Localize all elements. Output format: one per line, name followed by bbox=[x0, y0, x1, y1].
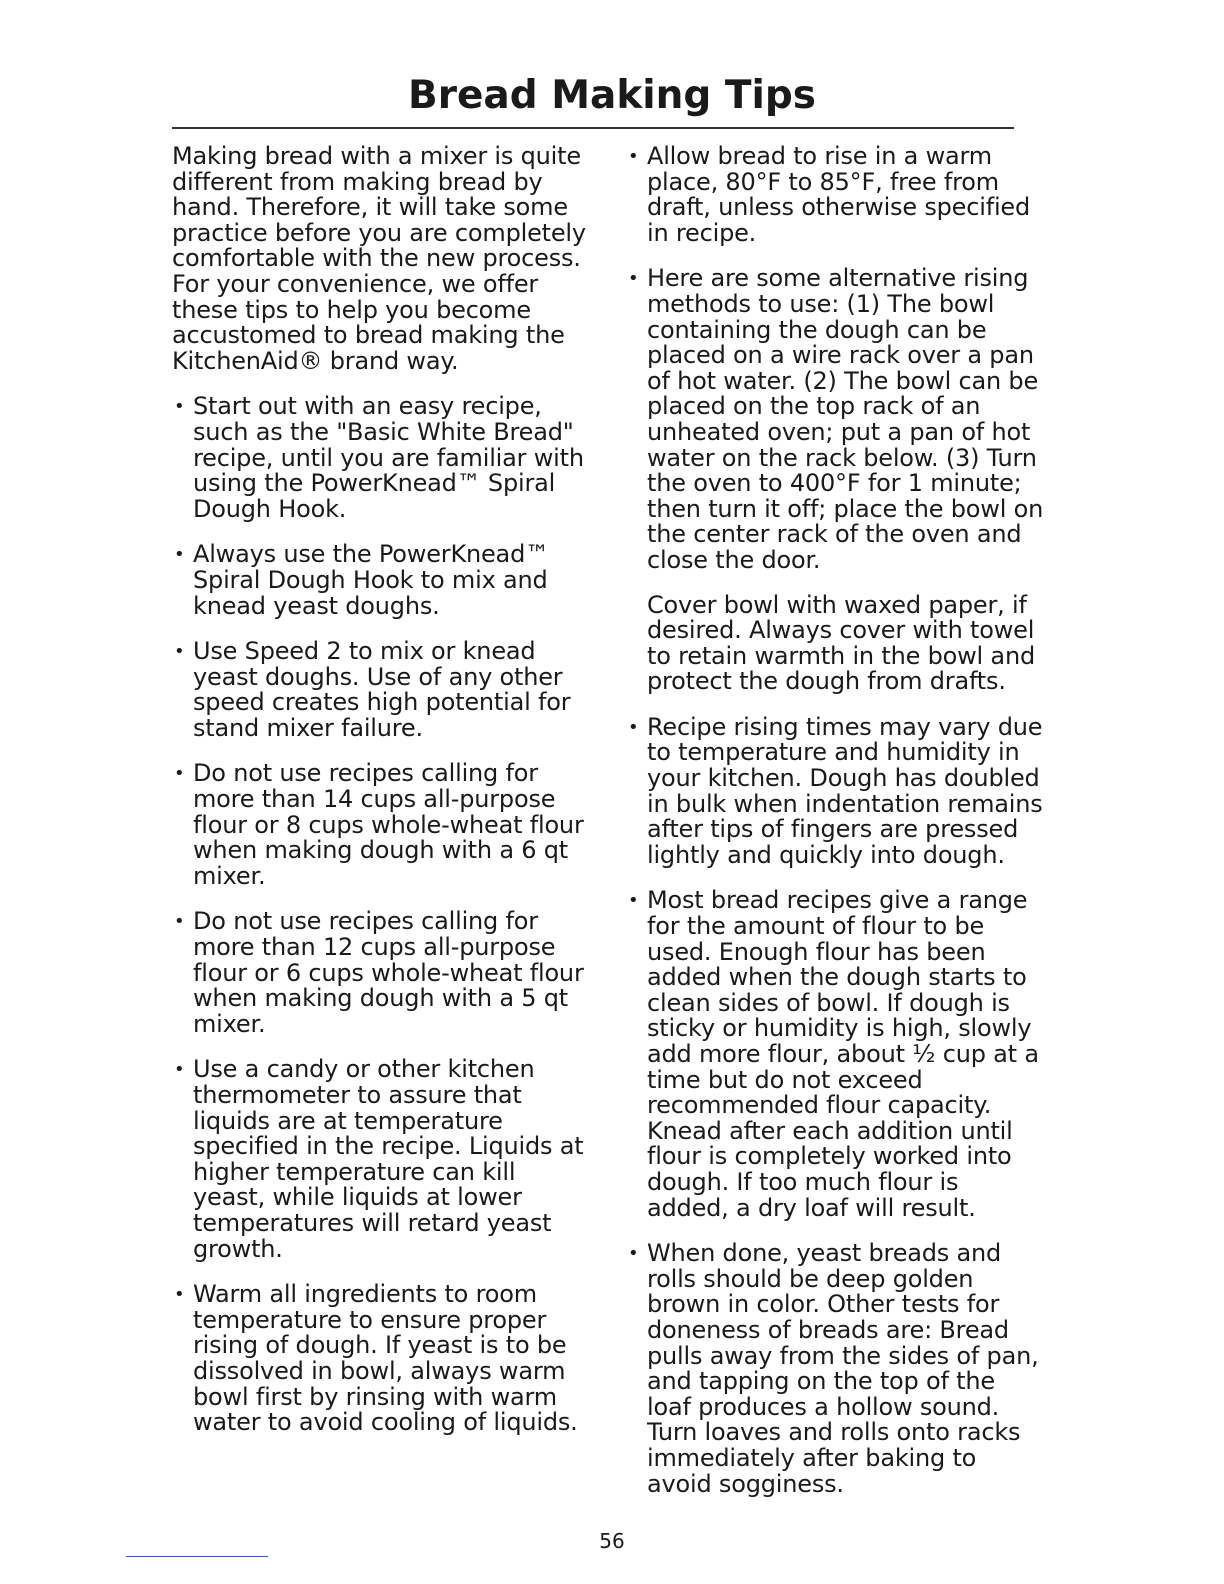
tip-rising-methods bbox=[626, 266, 1046, 573]
right-column bbox=[626, 144, 1046, 1517]
bullet-icon: • bbox=[628, 716, 639, 738]
page-title: Bread Making Tips bbox=[407, 73, 816, 118]
tip-easy-recipe bbox=[172, 394, 592, 522]
tip-text: Warm all ingredients to room temperature to ensure proper rising of dough. If yeast is to be dissolved in bowl, always warm bowl first by rinsing with warm water to avoid cooling of liquids. bbox=[193, 1280, 578, 1437]
bullet-icon: • bbox=[174, 396, 185, 418]
tip-warm-ingredients bbox=[172, 1282, 592, 1436]
bullet-icon: • bbox=[628, 890, 639, 912]
bullet-icon: • bbox=[628, 1243, 639, 1265]
tip-text: Allow bread to rise in a warm place, 80°F to 85°F, free from draft, unless otherwise specified in recipe. bbox=[647, 142, 1031, 247]
tip-text: Use a candy or other kitchen thermometer to assure that liquids are at temperature specified in the recipe. Liquids at higher temperature can kill yeast, while liquids at lower temperatures will retard yeast growth. bbox=[193, 1055, 584, 1263]
bullet-icon: • bbox=[628, 268, 639, 290]
tip-rising-times bbox=[626, 712, 1046, 869]
tip-text: Most bread recipes give a range for the amount of flour to be used. Enough flour has been added when the dough starts to clean sides of bowl. If dough is sticky or humidity is high, slowly add more flour, about ½ cup at a time but do not exceed recommended flour capacity. Knead after each addition until flour is completely worked into dough. If too much flour is added, a dry loaf will result. bbox=[647, 886, 1039, 1222]
page-number: 56 bbox=[599, 1529, 625, 1553]
tip-text: When done, yeast breads and rolls should be deep golden brown in color. Other tests for doneness of breads are: Bread pulls away from the sides of pan, and tapping on the top of the loaf produces a hollow sound. Turn loaves and rolls onto racks immediately after baking to avoid sogginess. bbox=[647, 1239, 1039, 1498]
tip-dough-hook bbox=[172, 542, 592, 619]
bullet-icon: • bbox=[174, 1059, 185, 1081]
tip-text: Recipe rising times may vary due to temperature and humidity in your kitchen. Dough has doubled in bulk when indentation remains after tips of fingers are pressed lightly and quickly into dough. bbox=[647, 712, 1043, 869]
tip-text: Here are some alternative rising methods to use: (1) The bowl containing the dough can be placed on a wire rack over a pan of hot water. (2) The bowl can be placed on the top rack of an unheated oven; put a pan of hot water on the rack below. (3) Turn the oven to 400°F for 1 minute; then turn it off; place the bowl on the center rack of the oven and close the door. bbox=[647, 264, 1044, 574]
bullet-icon: • bbox=[174, 763, 185, 785]
bullet-icon: • bbox=[174, 1284, 185, 1306]
bullet-icon: • bbox=[174, 641, 185, 663]
tip-speed-2 bbox=[172, 639, 592, 741]
left-column bbox=[172, 144, 592, 1456]
bullet-icon: • bbox=[174, 544, 185, 566]
tip-text: Start out with an easy recipe, such as the "Basic White Bread" recipe, until you are familiar with using the PowerKnead™ Spiral Dough Hook. bbox=[193, 392, 584, 523]
intro-paragraph: Making bread with a mixer is quite different from making bread by hand. Therefore, it will take some practice before you are completely comfortable with the new process. For your convenience, we offer these tips to help you become accustomed to bread making the KitchenAid® brand way. bbox=[172, 142, 586, 375]
title-divider bbox=[172, 127, 1014, 129]
tip-text: Do not use recipes calling for more than 14 cups all-purpose flour or 8 cups whole-wheat flour when making dough with a 6 qt mixer. bbox=[193, 759, 584, 890]
tip-doneness bbox=[626, 1241, 1046, 1497]
bullet-icon: • bbox=[174, 911, 185, 933]
tip-text: Always use the PowerKnead™ Spiral Dough Hook to mix and knead yeast doughs. bbox=[193, 540, 549, 620]
tip-thermometer bbox=[172, 1057, 592, 1262]
footer-rule bbox=[126, 1556, 268, 1557]
tip-text: Use Speed 2 to mix or knead yeast doughs. Use of any other speed creates high potential for stand mixer failure. bbox=[193, 637, 571, 742]
cover-bowl-paragraph: Cover bowl with waxed paper, if desired. Always cover with towel to retain warmth in the bowl and protect the dough from drafts. bbox=[647, 590, 1035, 696]
tip-rise-warm-place bbox=[626, 144, 1046, 246]
tip-text: Do not use recipes calling for more than 12 cups all-purpose flour or 6 cups whole-wheat flour when making dough with a 5 qt mixer. bbox=[193, 907, 584, 1038]
bullet-icon: • bbox=[628, 146, 639, 167]
tip-6qt-capacity bbox=[172, 761, 592, 889]
tip-flour-range bbox=[626, 888, 1046, 1221]
tip-5qt-capacity bbox=[172, 909, 592, 1037]
